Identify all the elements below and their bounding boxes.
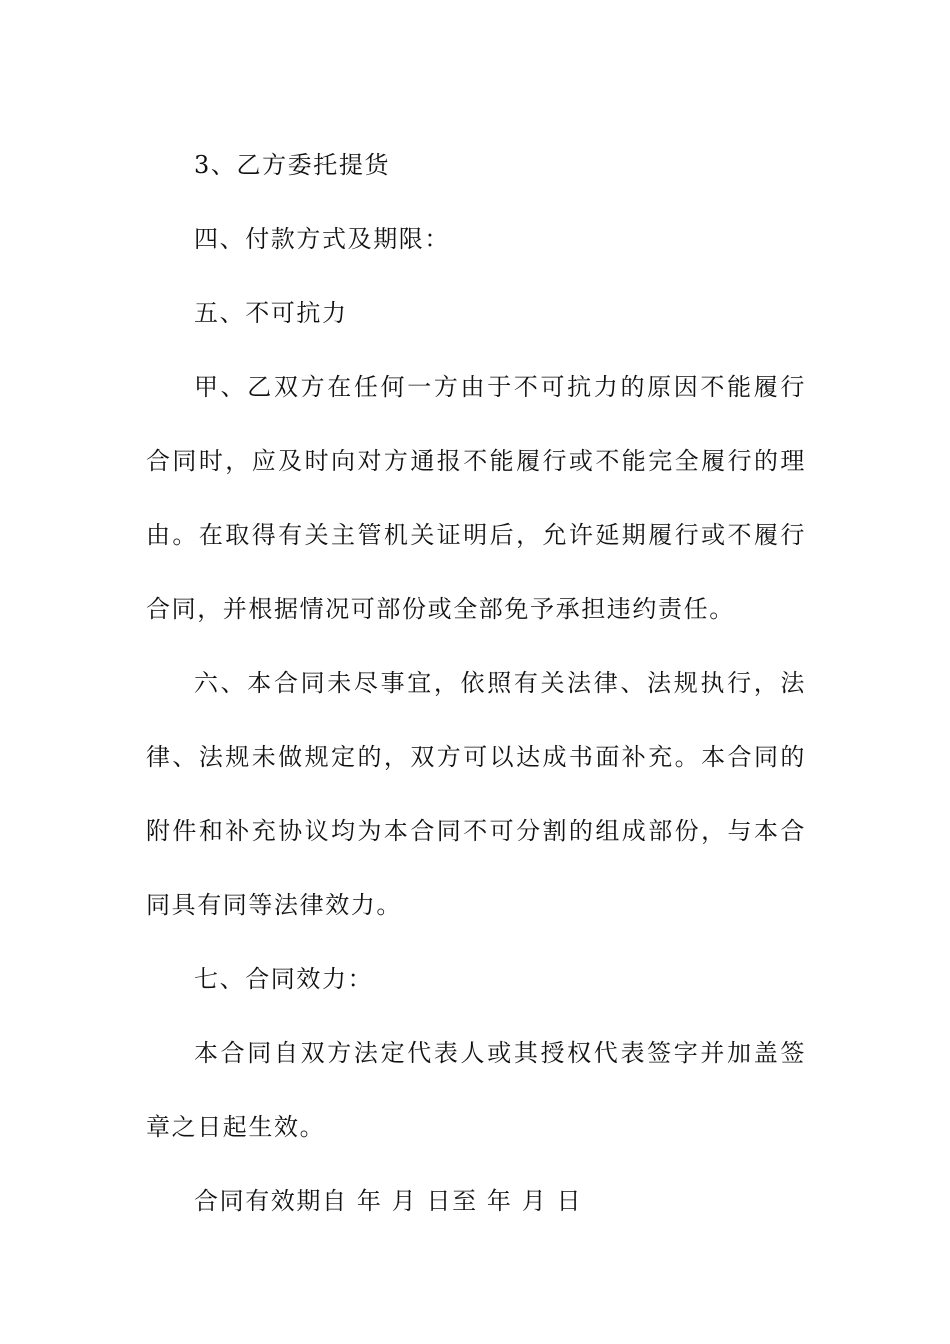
clause-validity-period: 合同有效期自 年 月 日至 年 月 日 — [194, 1187, 583, 1215]
document-body — [146, 128, 806, 1238]
clause-validity-heading: 七、合同效力： — [194, 965, 374, 993]
clause-validity-text: 本合同自双方法定代表人或其授权代表签字并加盖签章之日起生效。 — [146, 1039, 806, 1141]
clause-pickup-method: 3、乙方委托提货 — [194, 151, 391, 179]
clause-unaddressed-matters: 六、本合同未尽事宜，依照有关法律、法规执行，法律、法规未做规定的，双方可以达成书面补充。本合同的附件和补充协议均为本合同不可分割的组成部份，与本合同具有同等法律效力。 — [146, 669, 806, 919]
clause-force-majeure-heading: 五、不可抗力 — [194, 299, 348, 327]
clause-force-majeure-text: 甲、乙双方在任何一方由于不可抗力的原因不能履行合同时，应及时向对方通报不能履行或不能完全履行的理由。在取得有关主管机关证明后，允许延期履行或不履行合同，并根据情况可部份或全部免予承担违约责任。 — [146, 373, 806, 623]
clause-payment-heading: 四、付款方式及期限： — [194, 225, 450, 253]
